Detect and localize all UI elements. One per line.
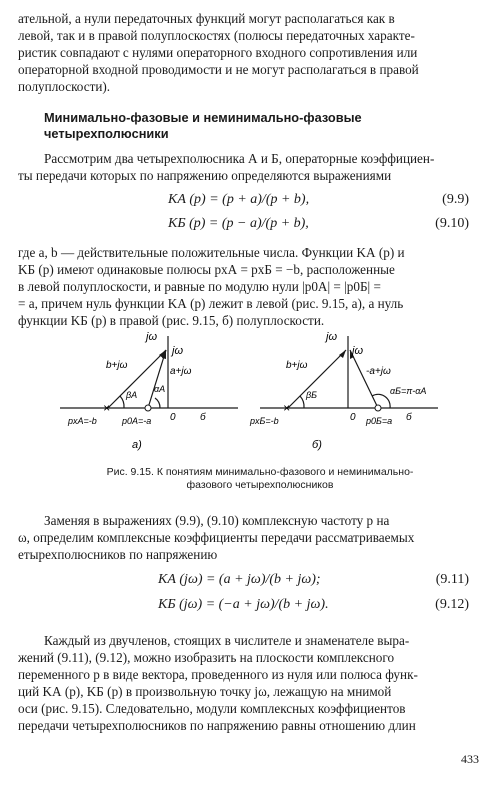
text-line: в левой полуплоскости, и равные по модулю нули |p0А| = |p0Б| = [18,279,381,294]
zero-marker [145,405,151,411]
vector-label: -a+jω [366,366,391,377]
equation-9-9 [0,192,499,212]
equation-expression: KБ (p) = (p − a)/(p + b), [168,216,309,231]
origin-label: 0 [170,412,176,423]
text-line: KБ (p) имеют одинаковые полюсы pхА = pхБ = −b, расположенные [18,262,395,277]
point-label: jω [352,345,364,357]
caption-line: Рис. 9.15. К понятиям минимально-фазового и неминимально- [106,466,414,478]
text-line: ций KА (p), KБ (p) в произвольную точку jω, лежащую на мнимой [18,684,392,699]
text-line: оси (рис. 9.15). Следовательно, модули комплексных коэффициентов [18,701,406,716]
angle-arc-alpha [155,398,160,408]
subfigure-label: а) [132,439,142,451]
paragraph-2 [18,244,484,329]
angle-label: βА [126,390,138,400]
text-line: левой, так и в правой полуплоскостях (полюсы передаточных характе- [18,28,415,43]
arrow-head [339,350,346,358]
axis-end-label: б [406,412,412,423]
angle-label: αА [154,384,166,394]
figure-caption [60,466,460,492]
origin-label: 0 [350,412,356,423]
equation-9-11 [0,572,499,592]
equation-expression: KБ (jω) = (−a + jω)/(b + jω). [158,597,329,612]
text-line: Заменяя в выражениях (9.9), (9.10) комплексную частоту p на [44,513,390,528]
text-line: ательной, а нули передаточных функций могут располагаться как в [18,11,395,26]
zero-marker [375,405,381,411]
heading-line: Минимально-фазовые и неминимально-фазовые [44,110,362,125]
pole-marker: × [103,401,111,415]
text-line: переменного p в виде вектора, проведенного из нуля или полюса функ- [18,667,418,682]
text-line: ты передачи которых по напряжению определяются выражениями [18,168,392,183]
angle-label: βБ [306,390,317,400]
equation-9-12 [0,597,499,617]
imag-axis-label: jω [326,331,338,343]
axis-end-label: б [200,412,206,423]
equation-number: (9.9) [442,192,469,207]
caption-line: фазового четырехполюсников [186,479,334,491]
text-line: Рассмотрим два четырехполюсника А и Б, операторные коэффициен- [44,151,435,166]
page-number: 433 [461,752,479,766]
paragraph-1 [18,150,484,184]
text-line: ω, определим комплексные коэффициенты передачи рассматриваемых [18,530,415,545]
equation-9-10 [0,216,499,236]
vector-label: b+jω [106,360,128,371]
zero-label: p0Б=a [366,416,393,426]
text-line: жений (9.11), (9.12), можно изобразить на плоскости комплексного [18,650,395,665]
angle-arc-beta [120,396,124,408]
vector-label: b+jω [286,360,308,371]
text-line: етырехполюсников по напряжению [18,547,218,562]
text-line: операторной входной проводимости и не могут располагаться в правой [18,62,419,77]
zero-label: p0А=-a [122,416,152,426]
vector-label: a+jω [170,366,192,377]
vector-b-jw [288,350,346,408]
text-line: передачи четырехполюсников по напряжению равны отношению длин [18,718,416,733]
text-line: функции KБ (p) в правой (рис. 9.15, б) полуплоскости. [18,313,325,328]
equation-number: (9.10) [435,216,469,231]
paragraph-3 [18,512,484,563]
text-line: Каждый из двучленов, стоящих в числителе и знаменателе выра- [44,633,410,648]
angle-label: αБ=π-αА [390,386,427,396]
point-label: jω [172,345,184,357]
text-line: полуплоскости). [18,79,111,94]
angle-arc-beta [300,396,304,408]
heading-line: четырехполюсники [44,126,169,141]
equation-number: (9.12) [435,597,469,612]
text-line: = a, причем нуль функции KА (p) лежит в левой (рис. 9.15, а), а нуль [18,296,404,311]
paragraph-4 [18,632,484,734]
figure-9-15 [60,328,450,458]
text-line: где a, b — действительные положительные числа. Функции KА (p) и [18,245,405,260]
equation-expression: KА (jω) = (a + jω)/(b + jω); [158,572,321,587]
vector-neg-a-jw [350,350,378,408]
equation-expression: KА (p) = (p + a)/(p + b), [168,192,310,207]
imag-axis-label: jω [146,331,158,343]
intro-paragraph [18,10,484,95]
section-heading [44,110,362,142]
pole-label: pxА=-b [68,416,97,426]
equation-number: (9.11) [435,572,469,587]
pole-marker: × [283,401,291,415]
subfigure-label: б) [312,439,322,451]
text-line: ристик совпадают с нулями операторного входного сопротивления или [18,45,418,60]
pole-label: pxБ=-b [250,416,279,426]
